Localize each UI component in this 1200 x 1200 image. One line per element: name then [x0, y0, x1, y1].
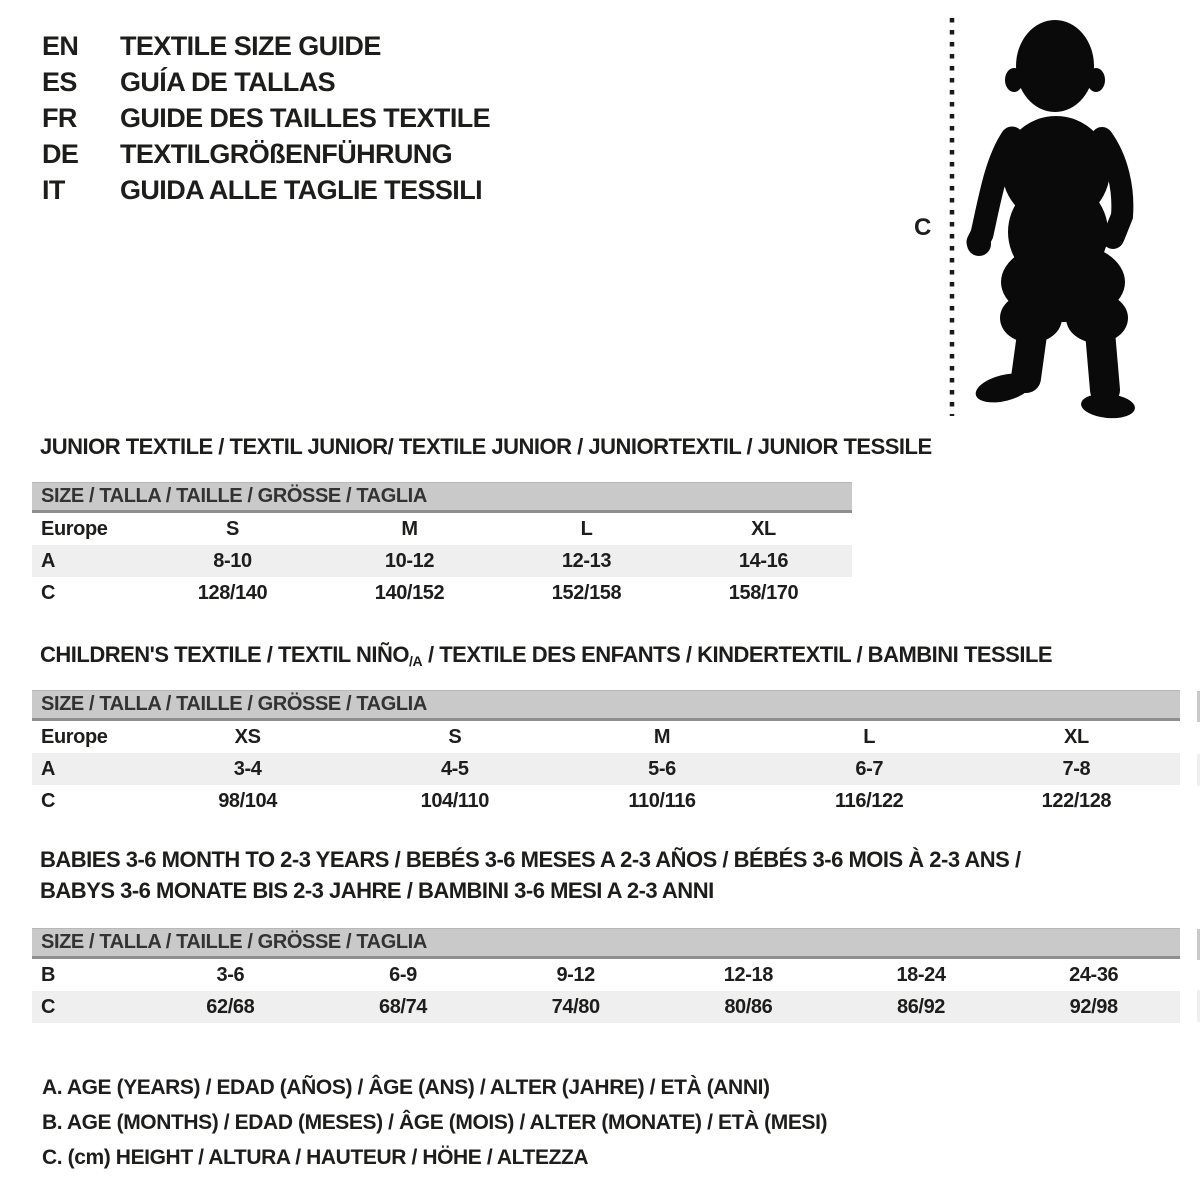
- language-code: EN: [42, 30, 79, 61]
- table-cell: L: [580, 517, 593, 540]
- guide-title: GUIDA ALLE TAGLIE TESSILI: [120, 174, 482, 205]
- table-cell: 5-6: [648, 757, 676, 780]
- height-measure-figure: [900, 10, 1150, 422]
- guide-title: GUÍA DE TALLAS: [120, 66, 336, 97]
- table-cell: M: [653, 725, 671, 748]
- toddler-silhouette-icon: [900, 10, 1150, 422]
- table-cell: 116/122: [835, 789, 904, 812]
- table-cell: 62/68: [206, 995, 255, 1018]
- table-cell: 86/92: [896, 995, 946, 1018]
- size-table-header: SIZE / TALLA / TAILLE / GRÖSSE / TAGLIA: [32, 690, 1180, 721]
- babies-size-table: [32, 928, 1180, 1023]
- legend-height-cm: C. (cm) HEIGHT / ALTURA / HAUTEUR / HÖHE / ALTEZZA: [42, 1146, 589, 1169]
- table-cell: 6-9: [389, 963, 417, 986]
- row-label: A: [41, 549, 56, 572]
- table-cell: 68/74: [378, 995, 428, 1018]
- table-cell: XL: [751, 517, 776, 540]
- table-cell: XS: [234, 725, 261, 748]
- table-row: [32, 991, 1180, 1023]
- table-cell: 9-12: [556, 963, 595, 986]
- table-cell: 80/86: [724, 995, 773, 1018]
- table-cell: S: [448, 725, 462, 748]
- table-cell: 74/80: [551, 995, 600, 1018]
- table-row: [32, 513, 852, 545]
- legend-age-years: A. AGE (YEARS) / EDAD (AÑOS) / ÂGE (ANS) / ALTER (JAHRE) / ETÀ (ANNI): [42, 1076, 770, 1099]
- babies-title-line1: BABIES 3-6 MONTH TO 2-3 YEARS / BEBÉS 3-6 MESES A 2-3 AÑOS / BÉBÉS 3-6 MOIS À 2-3 ANS /: [40, 847, 1021, 872]
- children-size-table: [32, 690, 1180, 817]
- measure-legend: [42, 1070, 827, 1175]
- table-cell: 18-24: [896, 963, 946, 986]
- table-cell: 152/158: [551, 581, 622, 604]
- row-label: Europe: [41, 517, 108, 540]
- table-cell: XL: [1064, 725, 1089, 748]
- table-cell: 10-12: [384, 549, 435, 572]
- table-cell: 140/152: [374, 581, 445, 604]
- row-label: C: [41, 581, 56, 604]
- table-cell: 3-6: [216, 963, 245, 986]
- junior-section-title: JUNIOR TEXTILE / TEXTIL JUNIOR/ TEXTILE JUNIOR / JUNIORTEXTIL / JUNIOR TESSILE: [40, 434, 932, 459]
- language-code: DE: [42, 138, 79, 169]
- table-cell: 14-16: [738, 549, 789, 572]
- legend-age-months: B. AGE (MONTHS) / EDAD (MESES) / ÂGE (MOIS) / ALTER (MONATE) / ETÀ (MESI): [42, 1111, 828, 1134]
- language-code: FR: [42, 102, 77, 133]
- language-code: ES: [42, 66, 77, 97]
- babies-title-line2: BABYS 3-6 MONATE BIS 2-3 JAHRE / BAMBINI 3-6 MESI A 2-3 ANNI: [40, 878, 714, 903]
- table-cell: 122/128: [1041, 789, 1112, 812]
- table-row: [32, 753, 1180, 785]
- table-cell: 104/110: [420, 789, 489, 812]
- row-label: C: [41, 789, 56, 812]
- children-title-text: / TEXTILE DES ENFANTS / KINDERTEXTIL / BAMBINI TESSILE: [422, 642, 1053, 667]
- language-title-block: [42, 28, 490, 208]
- table-cell: 6-7: [855, 757, 884, 780]
- children-section-title: [40, 642, 1052, 669]
- language-row: [42, 172, 490, 208]
- table-row: [32, 785, 1180, 817]
- table-cell: S: [226, 517, 239, 540]
- size-table-header: SIZE / TALLA / TAILLE / GRÖSSE / TAGLIA: [32, 482, 852, 513]
- row-label: C: [41, 995, 56, 1018]
- guide-title: TEXTILGRÖßENFÜHRUNG: [120, 138, 453, 169]
- size-table-header: SIZE / TALLA / TAILLE / GRÖSSE / TAGLIA: [32, 928, 1180, 959]
- table-cell: 3-4: [233, 757, 262, 780]
- language-row: [42, 64, 490, 100]
- junior-size-table: [32, 482, 852, 609]
- table-cell: 128/140: [197, 581, 268, 604]
- children-title-text: CHILDREN'S TEXTILE / TEXTIL NIÑO: [40, 642, 409, 667]
- table-row: [32, 959, 1180, 991]
- toddler-silhouette: [967, 20, 1136, 420]
- table-cell: 12-18: [723, 963, 773, 986]
- table-cell: 8-10: [213, 549, 252, 572]
- language-row: [42, 28, 490, 64]
- table-cell: 24-36: [1069, 963, 1119, 986]
- row-label: B: [41, 963, 56, 986]
- children-title-subscript: /A: [408, 653, 423, 669]
- language-code: IT: [42, 174, 65, 205]
- language-row: [42, 136, 490, 172]
- guide-title: TEXTILE SIZE GUIDE: [120, 30, 381, 61]
- table-cell: 4-5: [440, 757, 469, 780]
- table-cell: M: [401, 517, 418, 540]
- height-measure-label: C: [914, 214, 932, 241]
- table-cell: 98/104: [218, 789, 277, 812]
- table-cell: 92/98: [1069, 995, 1118, 1018]
- language-row: [42, 100, 490, 136]
- table-cell: 110/116: [628, 789, 696, 812]
- table-row: [32, 721, 1180, 753]
- table-cell: 7-8: [1062, 757, 1091, 780]
- table-row: [32, 545, 852, 577]
- babies-section-title: [40, 844, 1021, 906]
- table-cell: L: [863, 725, 876, 748]
- row-label: A: [41, 757, 56, 780]
- row-label: Europe: [41, 725, 108, 748]
- table-cell: 12-13: [561, 549, 612, 572]
- table-cell: 158/170: [728, 581, 799, 604]
- table-row: [32, 577, 852, 609]
- guide-title: GUIDE DES TAILLES TEXTILE: [120, 102, 491, 133]
